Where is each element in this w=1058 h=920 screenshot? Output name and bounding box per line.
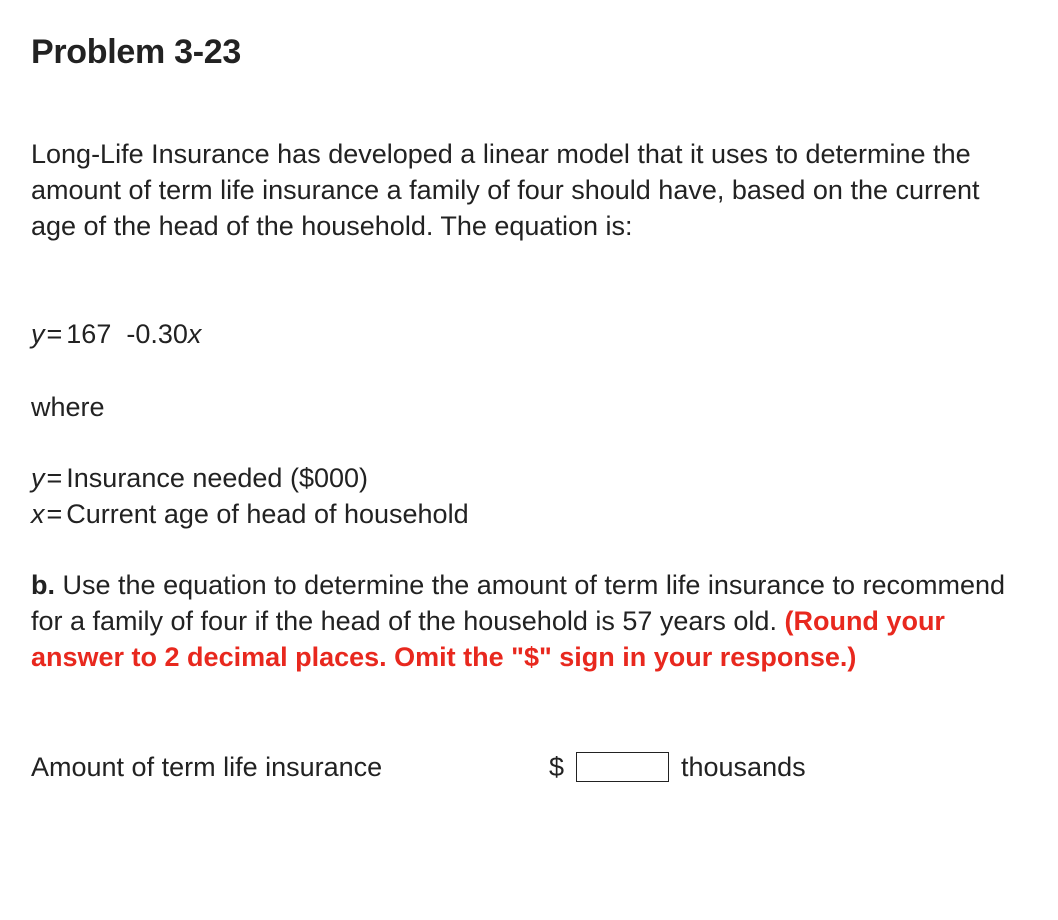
equation-coefficient: -0.30 — [126, 319, 188, 349]
answer-input[interactable] — [576, 752, 669, 782]
definition-text: Insurance needed ($000) — [66, 463, 369, 493]
question-text: Use the equation to determine the amount of term life insurance to recommend for a family of four if the head of the household is 57 years old. — [31, 570, 1006, 636]
where-label: where — [31, 392, 105, 422]
equation-equals: = — [46, 319, 63, 349]
equation-rhs-var: x — [187, 319, 202, 349]
equation-constant: 167 — [66, 319, 112, 349]
answer-unit: thousands — [681, 752, 806, 782]
equation — [31, 316, 201, 352]
answer-row — [31, 749, 1031, 789]
problem-title: Problem 3-23 — [31, 33, 241, 71]
definition-text: Current age of head of household — [66, 499, 469, 529]
currency-symbol: $ — [549, 752, 565, 782]
definition-var: y — [31, 463, 45, 493]
question-hint: (Round your answer to 2 decimal places. Omit the "$" sign in your response.) — [31, 606, 945, 672]
question-b — [31, 567, 1031, 675]
variable-definitions — [31, 460, 469, 532]
equation-lhs-var: y — [31, 319, 45, 349]
answer-label: Amount of term life insurance — [31, 752, 383, 782]
problem-intro: Long-Life Insurance has developed a linear model that it uses to determine the amount of term life insurance a family of four should have, based on the current age of the head of the household. The equation is: — [31, 139, 980, 241]
definition-var: x — [31, 499, 45, 529]
definition-equals: = — [46, 463, 63, 493]
definition-equals: = — [46, 499, 63, 529]
question-part-label: b. — [31, 570, 55, 600]
